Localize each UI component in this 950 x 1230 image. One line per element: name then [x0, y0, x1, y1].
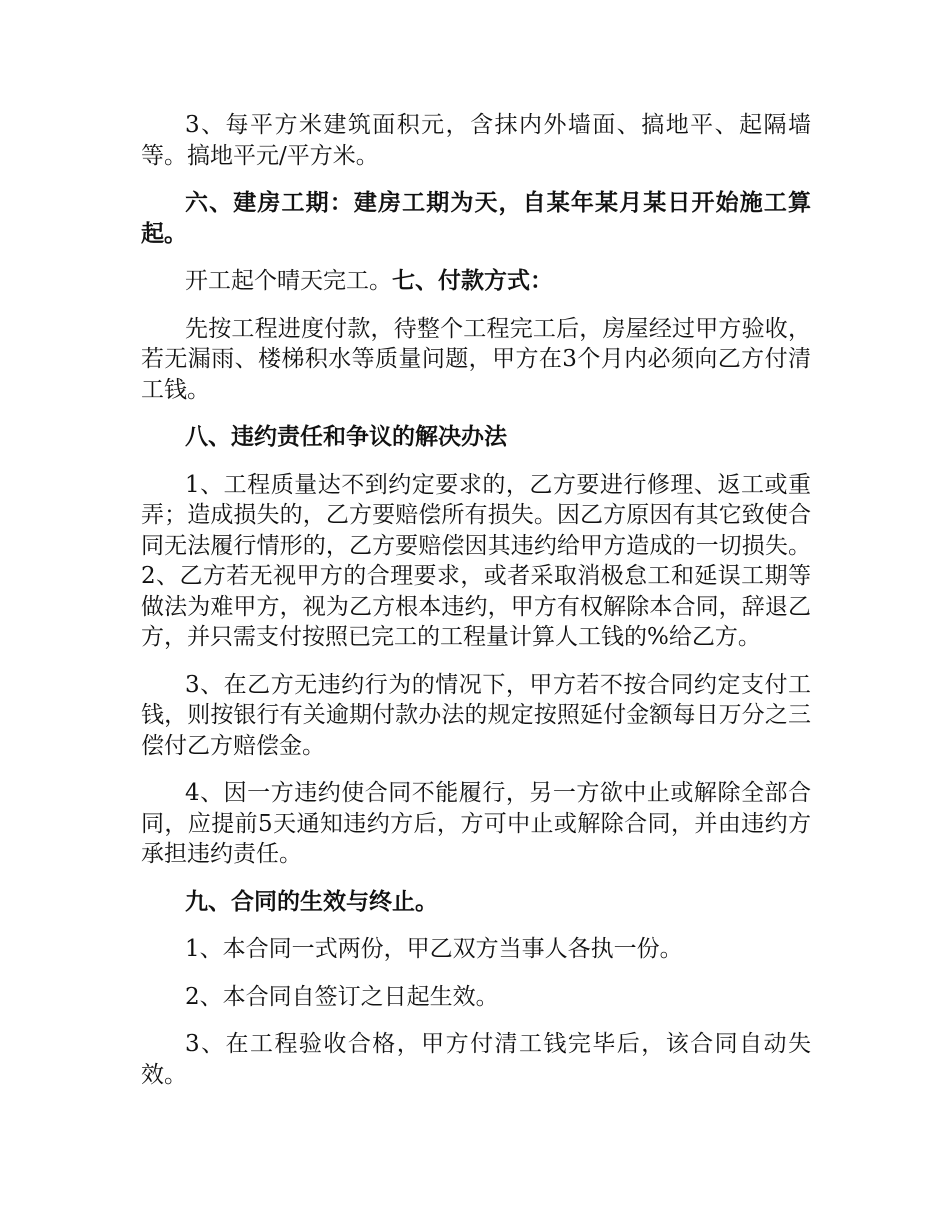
effect-clause-1: 1、本合同一式两份，甲乙双方当事人各执一份。 — [185, 936, 683, 962]
clause-5-item-3: 3、每平方米建筑面积元，含抹内外墙面、搞地平、起隔墙等。搞地平元/平方米。 — [141, 112, 811, 169]
section-7-line — [141, 266, 811, 297]
effect-clause-2: 2、本合同自签订之日起生效。 — [185, 983, 499, 1010]
section-9-heading: 九、合同的生效与终止。 — [185, 887, 438, 915]
section-6-heading: 六、建房工期：建房工期为天，自某年某月某日开始施工算起。 — [141, 189, 811, 247]
section-7-heading: 七、付款方式： — [392, 267, 553, 294]
document-page — [141, 110, 811, 1107]
effect-clause-3: 3、在工程验收合格，甲方付清工钱完毕后，该合同自动失效。 — [141, 1031, 811, 1088]
payment-method-paragraph: 先按工程进度付款，待整个工程完工后，房屋经过甲方验收，若无漏雨、楼梯积水等质量问题，甲方在3个月内必须向乙方付清工钱。 — [141, 315, 811, 403]
breach-clause-3: 3、在乙方无违约行为的情况下，甲方若不按合同约定支付工钱，则按银行有关逾期付款办法的规定按照延付金额每日万分之三偿付乙方赔偿金。 — [141, 671, 811, 759]
breach-clause-1-2: 1、工程质量达不到约定要求的，乙方要进行修理、返工或重弄；造成损失的，乙方要赔偿所有损失。因乙方原因有其它致使合同无法履行情形的，乙方要赔偿因其违约给甲方造成的一切损失。2、乙方若无视甲方的合理要求，或者采取消极怠工和延误工期等做法为难甲方，视为乙方根本违约，甲方有权解除本合同，辞退乙方，并只需支付按照已完工的工程量计算人工钱的%给乙方。 — [141, 471, 811, 650]
breach-clause-4: 4、因一方违约使合同不能履行，另一方欲中止或解除全部合同，应提前5天通知违约方后，方可中止或解除合同，并由违约方承担违约责任。 — [141, 780, 811, 867]
construction-completion-text: 开工起个晴天完工。 — [185, 268, 392, 294]
section-8-heading: 八、违约责任和争议的解决办法 — [185, 423, 507, 450]
